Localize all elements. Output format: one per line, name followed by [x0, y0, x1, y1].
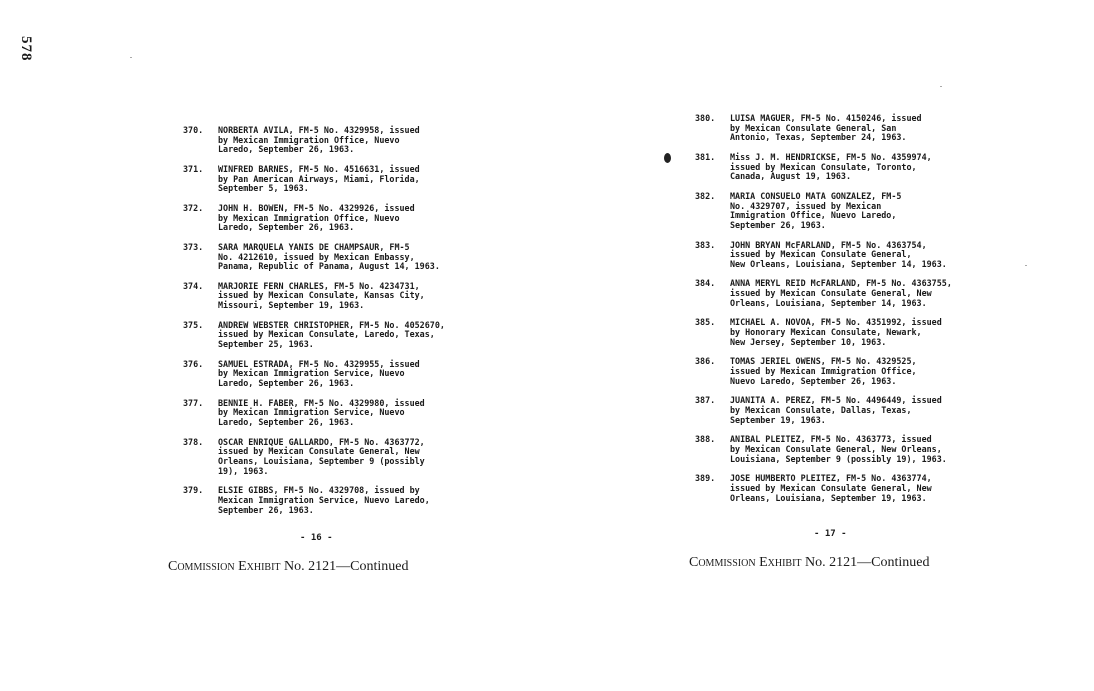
entry-number: 375. [183, 319, 204, 330]
entry-number: 388. [695, 434, 716, 445]
entry-number: 374. [183, 280, 204, 291]
list-item [183, 486, 483, 515]
list-item [183, 204, 483, 233]
margin-page-number: 578 [18, 36, 34, 62]
entry-text: JOHN BRYAN McFARLAND, FM-5 No. 4363754, issued by Mexican Consulate General, New Orleans, Louisiana, September 14, 1963. [730, 239, 947, 269]
entry-text: Miss J. M. HENDRICKSE, FM-5 No. 4359974, issued by Mexican Consulate, Toronto, Canada, August 19, 1963. [730, 151, 932, 182]
caption-label: Commission Exhibit [168, 559, 281, 574]
entry-number: 381. [695, 151, 716, 162]
entry-number: 370. [183, 125, 204, 135]
entry-number: 383. [695, 239, 716, 250]
entry-text: BENNIE H. FABER, FM-5 No. 4329980, issued by Mexican Immigration Service, Nuevo Laredo, September 26, 1963. [218, 397, 425, 427]
entry-text: SAMUEL ESTRADA, FM-5 No. 4329955, issued by Mexican Immigration Service, Nuevo Laredo, September 26, 1963. [218, 358, 420, 388]
entry-number: 379. [183, 485, 204, 496]
list-item [695, 153, 995, 182]
entry-text: MARJORIE FERN CHARLES, FM-5 No. 4234731, issued by Mexican Consulate, Kansas City, Missouri, September 19, 1963. [218, 280, 425, 311]
left-page-footer-number: - 16 - [300, 533, 333, 543]
entry-text: ELSIE GIBBS, FM-5 No. 4329708, issued by Mexican Immigration Service, Nuevo Laredo, September 26, 1963. [218, 485, 430, 515]
entry-number: 389. [695, 473, 716, 484]
entry-text: ANNA MERYL REID McFARLAND, FM-5 No. 4363755, issued by Mexican Consulate General, New Orleans, Louisiana, September 14, 1963. [730, 278, 952, 308]
right-page-footer-number: - 17 - [814, 529, 847, 539]
list-item [695, 435, 995, 464]
entry-number: 378. [183, 436, 204, 447]
scan-speck [1025, 265, 1027, 266]
entry-number: 377. [183, 397, 204, 408]
list-item [695, 279, 995, 308]
list-item [695, 357, 995, 386]
entry-text: NORBERTA AVILA, FM-5 No. 4329958, issued by Mexican Immigration Office, Nuevo Laredo, September 26, 1963. [218, 125, 420, 155]
list-item [695, 318, 995, 347]
caption-number: No. 2121—Continued [801, 555, 930, 570]
entry-text: WINFRED BARNES, FM-5 No. 4516631, issued by Pan American Airways, Miami, Florida, September 5, 1963. [218, 163, 420, 194]
list-item [183, 399, 483, 428]
scan-speck [940, 86, 942, 87]
entry-text: JOSE HUMBERTO PLEITEZ, FM-5 No. 4363774, issued by Mexican Consulate General, New Orleans, Louisiana, September 19, 1963. [730, 473, 932, 503]
list-item [183, 126, 483, 155]
left-exhibit-caption [168, 559, 408, 575]
entry-text: LUISA MAGUER, FM-5 No. 4150246, issued by Mexican Consulate General, San Antonio, Texas, September 24, 1963. [730, 113, 922, 143]
scan-speck [130, 57, 132, 58]
list-item [183, 282, 483, 311]
list-item [695, 474, 995, 503]
list-item [183, 243, 483, 272]
entry-text: JOHN H. BOWEN, FM-5 No. 4329926, issued by Mexican Immigration Office, Nuevo Laredo, September 26, 1963. [218, 202, 415, 233]
entry-text: JUANITA A. PEREZ, FM-5 No. 4496449, issued by Mexican Consulate, Dallas, Texas, September 19, 1963. [730, 395, 942, 425]
entry-number: 386. [695, 356, 716, 367]
entry-number: 373. [183, 241, 204, 252]
entry-text: MICHAEL A. NOVOA, FM-5 No. 4351992, issued by Honorary Mexican Consulate, Newark, New Jersey, September 10, 1963. [730, 317, 942, 347]
left-page-entries [183, 126, 483, 525]
entry-text: OSCAR ENRIQUE GALLARDO, FM-5 No. 4363772, issued by Mexican Consulate General, New Orleans, Louisiana, September 9 (possibly 19), 1963. [218, 436, 425, 476]
right-exhibit-caption [689, 555, 929, 571]
caption-number: No. 2121—Continued [280, 559, 409, 574]
entry-number: 376. [183, 358, 204, 369]
entry-number: 385. [695, 317, 716, 328]
entry-text: TOMAS JERIEL OWENS, FM-5 No. 4329525, issued by Mexican Immigration Office, Nuevo Laredo, September 26, 1963. [730, 356, 917, 386]
entry-number: 380. [695, 113, 716, 123]
ink-blot-mark [664, 153, 671, 163]
list-item [695, 114, 995, 143]
list-item [183, 438, 483, 476]
list-item [183, 360, 483, 389]
entry-text: ANIBAL PLEITEZ, FM-5 No. 4363773, issued by Mexican Consulate General, New Orleans, Louisiana, September 9 (possibly 19), 1963. [730, 434, 947, 464]
entry-number: 387. [695, 395, 716, 406]
list-item [183, 165, 483, 194]
entry-number: 384. [695, 278, 716, 289]
entry-text: MARIA CONSUELO MATA GONZALEZ, FM-5 No. 4329707, issued by Mexican Immigration Office, Nuevo Laredo, September 26, 1963. [730, 190, 902, 230]
list-item [695, 396, 995, 425]
entry-number: 382. [695, 190, 716, 201]
entry-number: 372. [183, 202, 204, 213]
entry-text: ANDREW WEBSTER CHRISTOPHER, FM-5 No. 4052670, issued by Mexican Consulate, Laredo, Texas, September 25, 1963. [218, 319, 445, 350]
list-item [183, 321, 483, 350]
entry-text: SARA MARQUELA YANIS DE CHAMPSAUR, FM-5 No. 4212610, issued by Mexican Embassy, Panama, Republic of Panama, August 14, 1963. [218, 241, 440, 272]
list-item [695, 192, 995, 230]
right-page-entries [695, 114, 995, 513]
list-item [695, 241, 995, 270]
caption-label: Commission Exhibit [689, 555, 802, 570]
entry-number: 371. [183, 163, 204, 174]
